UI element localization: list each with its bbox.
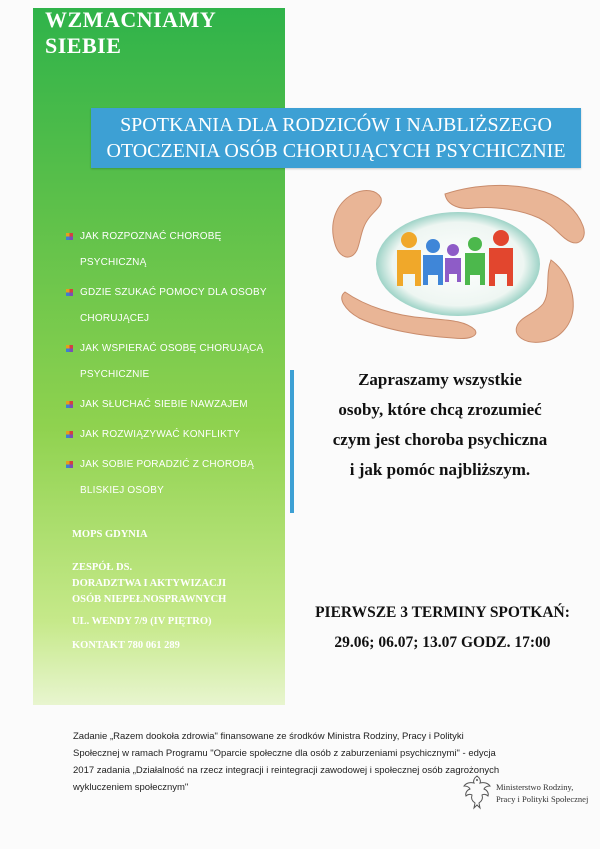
poster-title: [45, 7, 265, 59]
footer-line-1: Zadanie „Razem dookoła zdrowia" finansowane ze środków Ministra Rodziny, Pracy i Polityki: [73, 731, 464, 742]
invite-line-1: Zapraszamy wszystkie: [358, 370, 522, 389]
topic-text: JAK ROZPOZNAĆ CHOROBĘ PSYCHICZNĄ: [80, 231, 222, 268]
ministry-line-1: Ministerstwo Rodziny,: [496, 782, 574, 792]
dates-heading: PIERWSZE 3 TERMINY SPOTKAŃ:: [315, 604, 570, 621]
org-address: UL. WENDY 7/9 (IV PIĘTRO): [72, 616, 212, 627]
topic-item: [66, 452, 281, 504]
org-contact: KONTAKT 780 061 289: [72, 640, 180, 651]
cube-bullet-icon: [66, 400, 73, 409]
topic-item: [66, 392, 281, 418]
topics-list: [66, 224, 281, 508]
hands-protecting-family-icon: [325, 180, 587, 345]
org-name: MOPS GDYNIA: [72, 529, 148, 540]
banner-line-1: SPOTKANIA DLA RODZICÓW I NAJBLIŻSZEGO: [120, 114, 552, 136]
invitation-text: [300, 365, 580, 485]
topic-text-continued: CHORUJĄCEJ: [80, 313, 150, 324]
cube-bullet-icon: [66, 460, 73, 469]
footer-line-2: Społecznej w ramach Programu "Oparcie społeczne dla osób z zaburzeniami psychicznymi" - edycja: [73, 748, 496, 759]
topic-text-continued: PSYCHICZNIE: [80, 369, 150, 380]
ministry-logo: [462, 774, 592, 810]
topic-text: JAK SOBIE PORADZIĆ Z CHOROBĄ: [80, 459, 254, 470]
invite-line-4: i jak pomóc najbliższym.: [349, 460, 531, 479]
topic-item: [66, 422, 281, 448]
org-team-line-2: DORADZTWA I AKTYWIZACJI: [72, 578, 227, 589]
accent-vertical-bar: [290, 370, 294, 513]
footer-line-4: wykluczeniem społecznym": [73, 782, 189, 793]
cube-bullet-icon: [66, 430, 73, 439]
ministry-name: [496, 781, 588, 805]
cube-bullet-icon: [66, 288, 73, 297]
topic-item: [66, 224, 281, 276]
org-team-line-3: OSÓB NIEPEŁNOSPRAWNYCH: [72, 594, 227, 605]
title-line-1: WZMACNIAMY: [45, 7, 217, 32]
organizer-info: [72, 527, 282, 654]
invite-line-3: czym jest choroba psychiczna: [332, 430, 548, 449]
cube-bullet-icon: [66, 232, 73, 241]
ministry-line-2: Pracy i Polityki Społecznej: [496, 794, 589, 804]
org-team-line-1: ZESPÓŁ DS.: [72, 562, 133, 573]
topic-item: [66, 280, 281, 332]
topic-text: JAK SŁUCHAĆ SIEBIE NAWZAJEM: [80, 399, 248, 410]
footer-line-3: 2017 zadania „Działalność na rzecz integracji i reintegracji zawodowej i społecznej osób zagrożonych: [73, 765, 500, 776]
cube-bullet-icon: [66, 344, 73, 353]
banner-line-2: OTOCZENIA OSÓB CHORUJĄCYCH PSYCHICZNIE: [106, 140, 566, 162]
polish-eagle-icon: [462, 774, 492, 810]
meeting-dates: [290, 598, 595, 658]
title-line-2: SIEBIE: [45, 33, 122, 58]
topic-text: JAK ROZWIĄZYWAĆ KONFLIKTY: [80, 429, 241, 440]
headline-banner: [91, 108, 581, 168]
topic-item: [66, 336, 281, 388]
dates-values: 29.06; 06.07; 13.07 GODZ. 17:00: [334, 634, 551, 651]
topic-text: JAK WSPIERAĆ OSOBĘ CHORUJĄCĄ: [80, 343, 264, 354]
invite-line-2: osoby, które chcą zrozumieć: [338, 400, 542, 419]
topic-text-continued: BLISKIEJ OSOBY: [80, 485, 164, 496]
topic-text: GDZIE SZUKAĆ POMOCY DLA OSOBY: [80, 287, 267, 298]
